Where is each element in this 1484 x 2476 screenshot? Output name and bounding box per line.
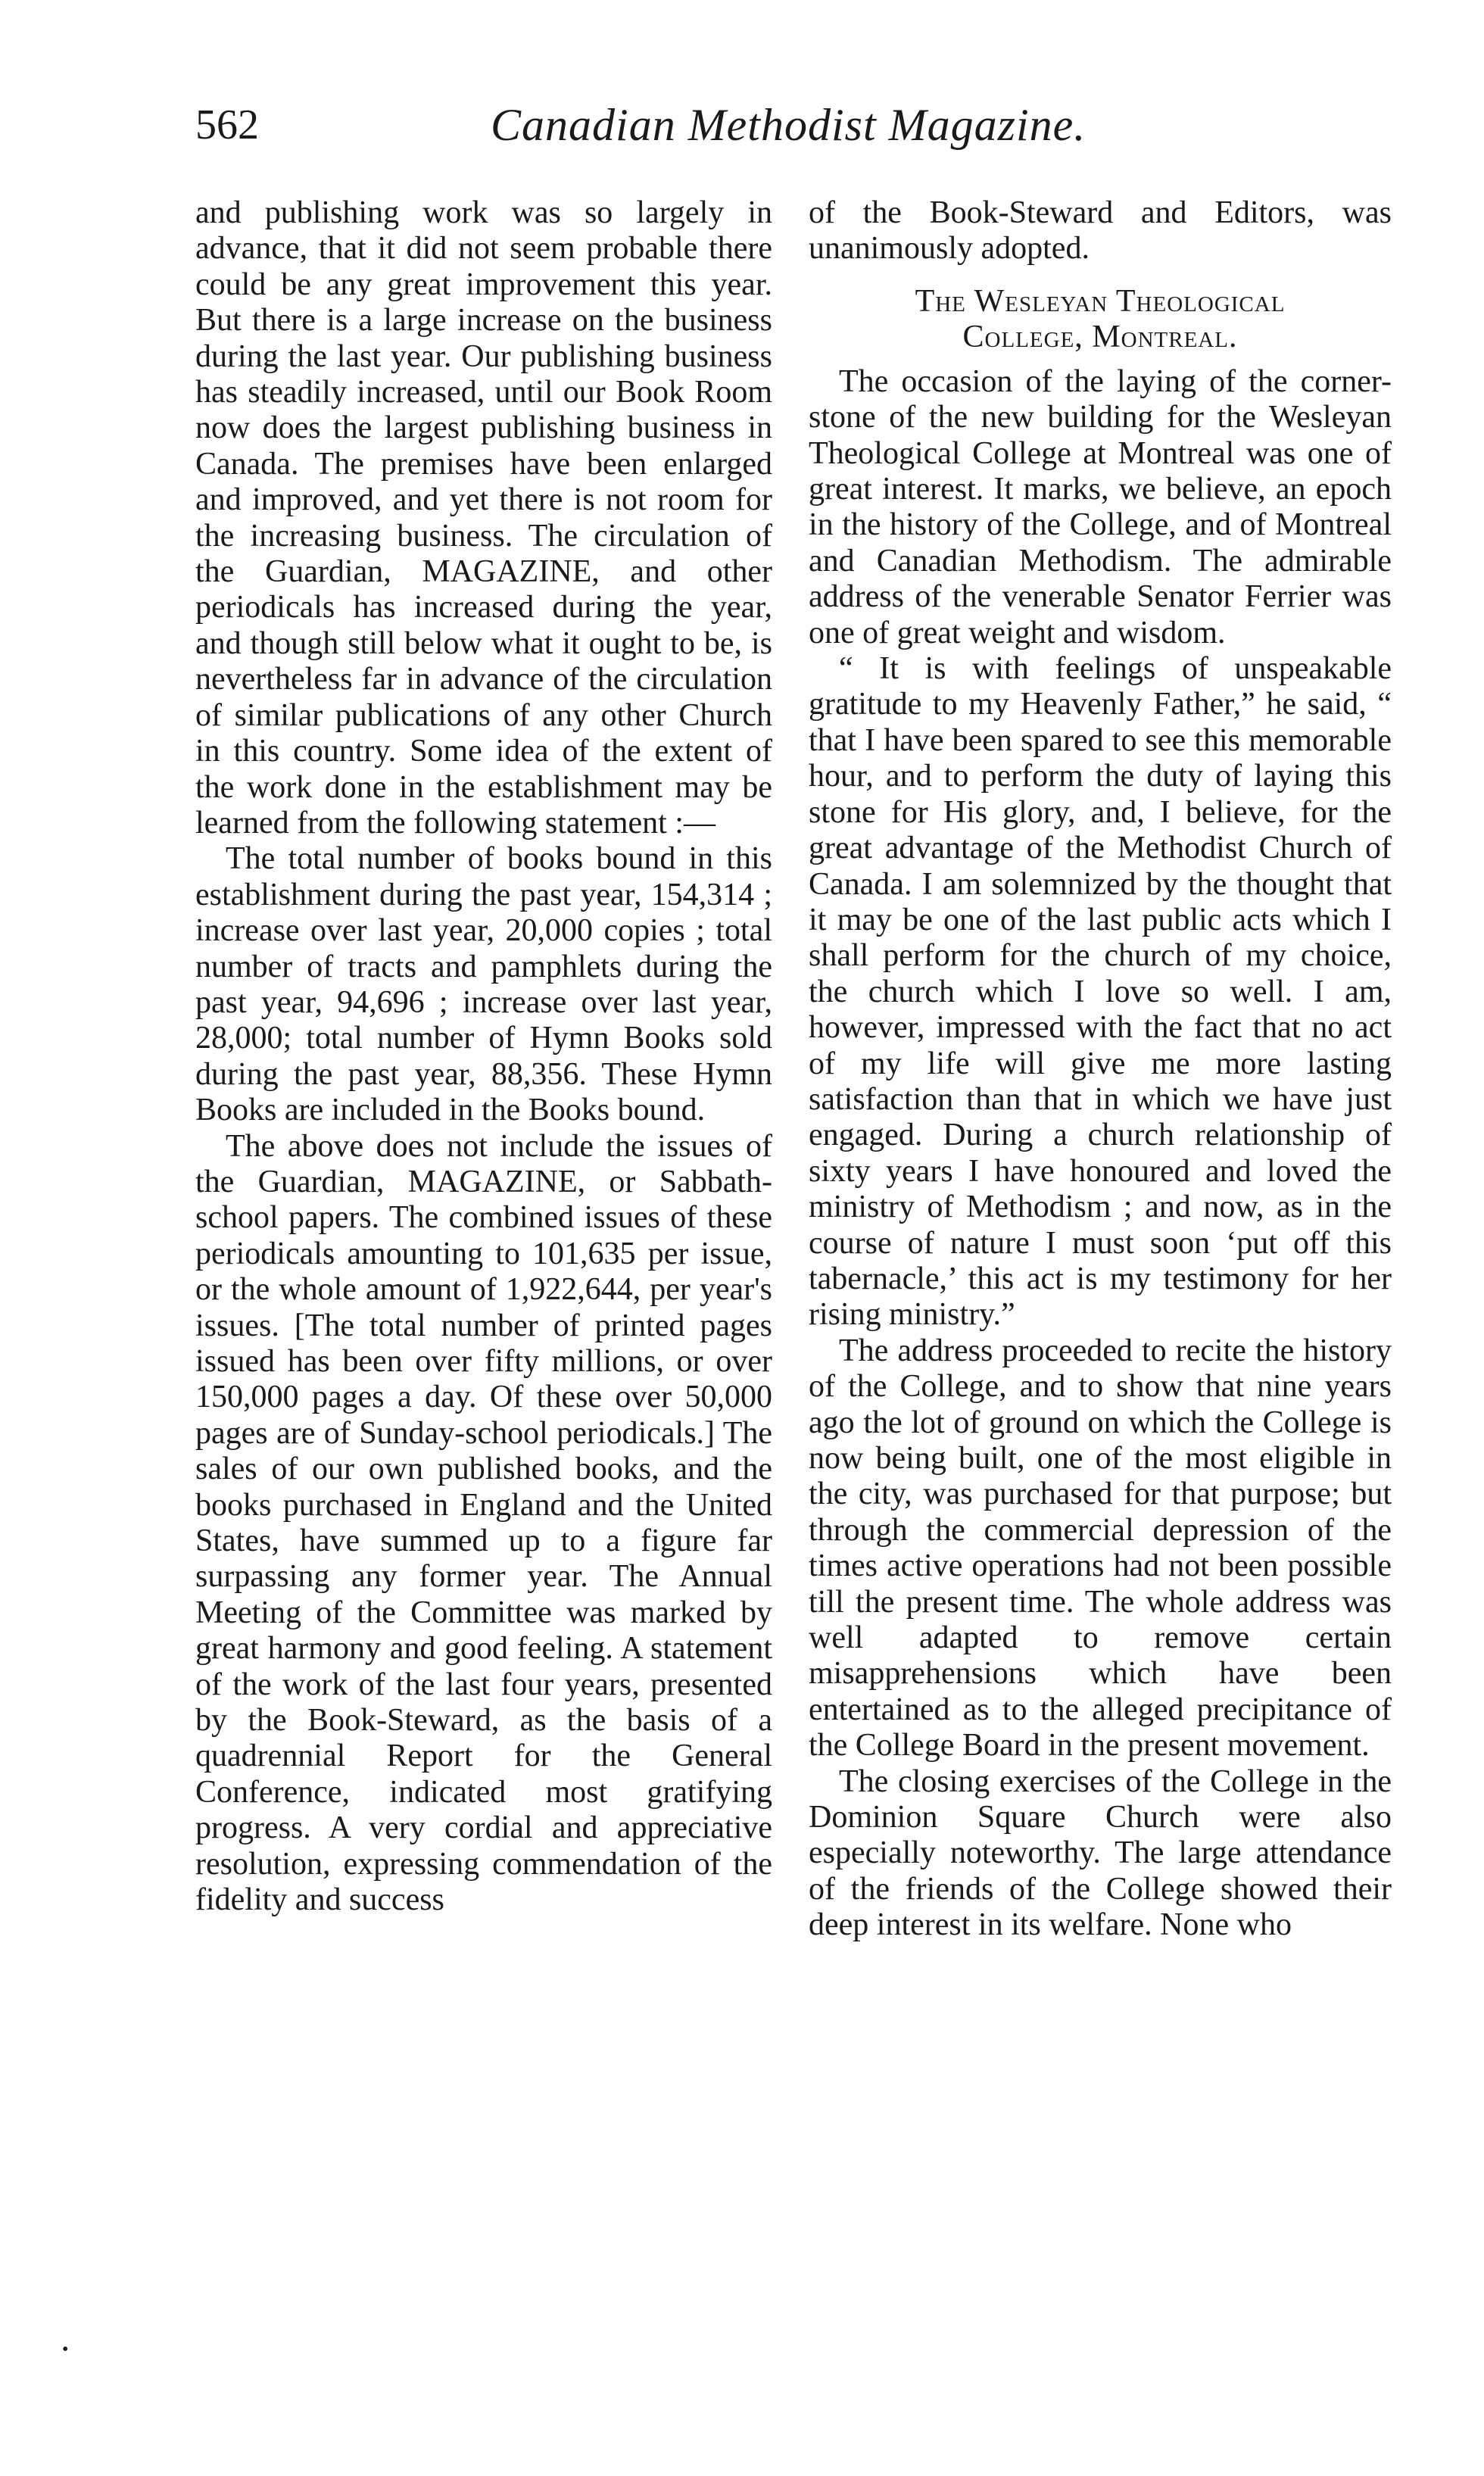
page-header [195, 95, 1388, 170]
footer-mark: • [62, 2340, 69, 2359]
left-paragraph-2: The total number of books bound in this establishment during the past year, 154,314 ; increase over last year, 20,000 copies ; total number of tracts and pamphlets during the past year, 94,696 ; increase over last year, 28,000; total number of Hymn Books sold during the past year, 88,356. These Hymn Books are included in the Books bound. [195, 841, 772, 1128]
right-paragraph-5: The closing exercises of the College in the Dominion Square Church were also especially noteworthy. The large attendance of the friends of the College showed their deep interest in its welfare. None who [809, 1763, 1392, 1943]
left-paragraph-3: The above does not include the issues of the Guardian, MAGAZINE, or Sabbath-school papers. The combined issues of these periodicals amounting to 101,635 per issue, or the whole amount of 1,922,644, per year's issues. [The total number of printed pages issued has been over fifty millions, or over 150,000 pages a day. Of these over 50,000 pages are of Sunday-school periodicals.] The sales of our own published books, and the books purchased in England and the United States, have summed up to a figure far surpassing any former year. The Annual Meeting of the Committee was marked by great harmony and good feeling. A statement of the work of the last four years, presented by the Book-Steward, as the basis of a quadrennial Report for the General Conference, indicated most gratifying progress. A very cordial and appreciative resolution, expressing commendation of the fidelity and success [195, 1128, 772, 1918]
left-column [195, 195, 772, 1919]
right-paragraph-2: The occasion of the laying of the corner-stone of the new building for the Wesleyan Theological College at Montreal was one of great interest. It marks, we believe, an epoch in the history of the College, and of Montreal and Canadian Methodism. The admirable address of the venerable Senator Ferrier was one of great weight and wisdom. [809, 363, 1392, 650]
running-title: Canadian Methodist Magazine. [491, 100, 1086, 150]
section-heading [809, 284, 1392, 355]
right-paragraph-3: “ It is with feelings of unspeakable gratitude to my Heavenly Father,” he said, “ that I have been spared to see this memorable hour, and to perform the duty of laying this stone for His glory, and, I believe, for the great advantage of the Methodist Church of Canada. I am solemnized by the thought that it may be one of the last public acts which I shall perform for the church of my choice, the church which I love so well. I am, however, impressed with the fact that no act of my life will give me more lasting satisfaction than that in which we have just engaged. During a church relationship of sixty years I have honoured and loved the ministry of Methodism ; and now, as in the course of nature I must soon ‘put off this tabernacle,’ this act is my testimony for her rising ministry.” [809, 651, 1392, 1333]
right-paragraph-4: The address proceeded to recite the history of the College, and to show that nine years ago the lot of ground on which the College is now being built, one of the most eligible in the city, was purchased for that purpose; but through the commercial depression of the times active operations had not been possible till the present time. The whole address was well adapted to remove certain misapprehensions which have been entertained as to the alleged precipitance of the College Board in the present movement. [809, 1333, 1392, 1763]
section-heading-line-1: The Wesleyan Theological [915, 283, 1286, 319]
section-heading-line-2: College, Montreal. [962, 319, 1238, 354]
right-column [809, 195, 1392, 1944]
page-number: 562 [195, 101, 259, 148]
right-paragraph-1: of the Book-Steward and Editors, was unanimously adopted. [809, 195, 1392, 267]
left-paragraph-1: and publishing work was so largely in advance, that it did not seem probable there could be any great improvement this year. But there is a large increase on the business during the last year. Our publishing business has steadily increased, until our Book Room now does the largest publishing business in Canada. The premises have been enlarged and improved, and yet there is not room for the increasing business. The circulation of the Guardian, MAGAZINE, and other periodicals has increased during the year, and though still below what it ought to be, is nevertheless far in advance of the circulation of similar publications of any other Church in this country. Some idea of the extent of the work done in the establishment may be learned from the following statement :— [195, 195, 772, 840]
